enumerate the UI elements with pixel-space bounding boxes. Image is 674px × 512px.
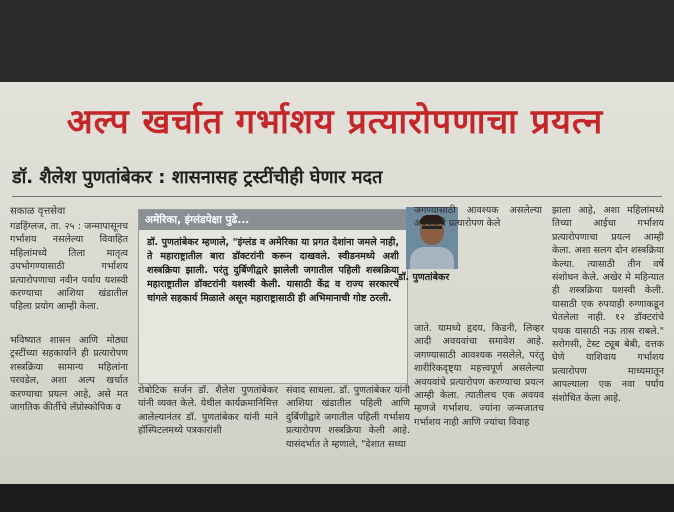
col5-text: झाला आहे, अशा महिलांमध्ये तिच्या आईचा गर्भाशय प्रत्यारोपणाचा प्रयत्न आम्ही केला. अशा सलग दोन शस्त्रक्रिया केल्या. त्यासाठी तीन वर्षे संशोधन केले. अखेर मे महिन्यात ही शस्त्रक्रिया यशस्वी केली. यासाठी एक रुपयाही रुग्णाकडून घेतलेला नाही. १२ डॉक्टरांचे पथक यासाठी नऊ तास राबले." सरोगसी, टेस्ट ट्यूब बेबी, दत्तक घेणे याशिवाय गर्भाशय प्रत्यारोपण माध्यमातून आपल्याला एक नवा पर्याय संशोधित केला आहे. (552, 205, 664, 404)
photo-caption: डॉ. पुणतांबेकर (398, 272, 450, 283)
background-edge (0, 484, 674, 512)
column-5 (552, 204, 664, 454)
col1-rest-text: भविष्यात शासन आणि मोठ्या ट्रस्टींच्या सहकार्याने ही प्रत्यारोपण शस्त्रक्रिया सामान्य महिलांना परवडेल, अशा अल्प खर्चात करण्याचा प्रयत्न आहे, असे मत जागतिक कीर्तीचे लॅप्रोस्कोपिक व (10, 335, 128, 414)
col2-text: रोबोटिक सर्जन डॉ. शैलेश पुणतांबेकर यांनी व्यक्त केले. येथील कार्यक्रमानिमित्त आलेल्यानंतर डॉ. पुणतांबेकर यांनी माने हॉस्पिटलमध्ये पत्रकारांशी (138, 385, 278, 437)
col4-bottom-text: जाते. यामध्ये हृदय, किडनी, लिव्हर आदी अवयवांचा समावेश आहे. जगण्यासाठी आवश्यक नसलेले, परंतु शारीरिकदृष्ट्या महत्त्वपूर्ण असलेल्या अवयवांचे प्रत्यारोपण करण्याचा प्रयत्न आम्ही केला. त्यातीलच एक अवयव म्हणजे गर्भाशय. ज्यांना जन्मजातच गर्भाशय नाही आणि ज्यांचा विवाह (414, 323, 544, 428)
column-3 (286, 384, 410, 464)
byline: सकाळ वृत्तसेवा (10, 206, 66, 217)
column-2 (138, 384, 278, 464)
photo-shirt (410, 247, 454, 269)
subheadline: डॉ. शैलेश पुणतांबेकर : शासनासह ट्रस्टींचीही घेणार मदत (12, 167, 383, 188)
col1-lead-text: गडहिंग्लज, ता. २५ : जन्मापासूनच गर्भाशय नसलेल्या विवाहित महिलांमध्ये तिला मातृत्व उपभोगण्यासाठी गर्भाशय प्रत्यारोपणाचा नवीन पर्याय यशस्वी करण्याचा आशिया खंडातील पहिला प्रयोग आम्ही केला. (10, 221, 128, 313)
sidebar-box-text: डॉ. पुणतांबेकर म्हणाले, "इंग्लंड व अमेरिका या प्रगत देशांना जमले नाही, ते महाराष्ट्रातील बारा डॉक्टरांनी करून दाखवले. स्वीडनमध्ये अशी शस्त्रक्रिया झाली. परंतु दुर्बिणीद्वारे झालेली जगातील पहिली शस्त्रक्रिया महाराष्ट्रातील डॉक्टरांनी यशस्वी केली. यासाठी केंद्र व राज्य सरकारचे चांगले सहकार्य मिळाले असून महाराष्ट्रासाठी ही अभिमानाची गोष्ट ठरली. (147, 237, 399, 304)
newspaper-page (0, 82, 674, 484)
headline: अल्प खर्चात गर्भाशय प्रत्यारोपणाचा प्रयत्न (66, 102, 604, 142)
divider (12, 196, 662, 197)
col4-top-text: जगण्यासाठी आवश्यक असलेल्या अवयवांचे प्रत्यारोपण केले (414, 205, 542, 230)
column-1-rest (10, 334, 128, 464)
sidebar-box (138, 209, 408, 384)
column-4-bottom (414, 322, 544, 472)
column-4-top (414, 204, 542, 244)
col3-text: संवाद साधला. डॉ. पुणतांबेकर यांनी आशिया खंडातील पहिली आणि दुर्बिणीद्वारे जगातील पहिली गर्भाशय प्रत्यारोपण शस्त्रक्रिया केली आहे. यासंदर्भात ते म्हणाले, "देशात सध्या (286, 385, 410, 450)
sidebar-box-title: अमेरिका, इंग्लंडपेक्षा पुढे... (139, 210, 407, 230)
